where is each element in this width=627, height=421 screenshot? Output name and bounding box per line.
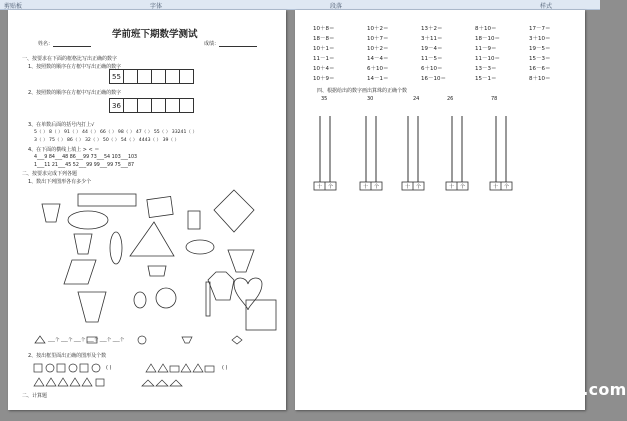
circle-shape (156, 288, 176, 308)
tens-label: 十 (317, 184, 323, 190)
arithmetic-problem: 8＋10＝ (529, 76, 551, 82)
section-2-q2: 2、按出框里面出正确的图形及个数 (28, 353, 107, 359)
q4-row-2: 1___11 21___45 52___99 99___99 75___87 (34, 163, 135, 168)
abacus-number: 30 (367, 96, 374, 102)
arithmetic-problem: 15－3＝ (529, 56, 551, 62)
document-page-2[interactable] (295, 10, 585, 410)
sequence-answer-a: ( ) (106, 365, 112, 371)
diamond-count-icon (232, 336, 242, 344)
score-label: 成绩： (204, 41, 220, 47)
shape-sequence-icons-row-2 (34, 376, 194, 388)
sequence-triangle-icon (46, 378, 56, 386)
sequence-half-triangle-icon (156, 380, 168, 386)
arithmetic-problem: 14－4＝ (367, 56, 389, 62)
arithmetic-problem: 8＋10＝ (475, 26, 497, 32)
sequence-half-triangle-icon (142, 380, 154, 386)
q2-start-cell: 36 (109, 98, 124, 113)
arithmetic-problem: 13－3＝ (475, 66, 497, 72)
arithmetic-problem: 11－1＝ (313, 56, 335, 62)
sequence-circle-icon (69, 364, 77, 372)
tens-label: 十 (493, 184, 499, 190)
section-2-heading: 二、按要求完成下列各题 (22, 171, 78, 177)
trapezoid-shape (42, 204, 60, 222)
sequence-answer-b: ( ) (222, 365, 228, 371)
oval-shape (68, 211, 108, 229)
arithmetic-problem: 19－4＝ (421, 46, 443, 52)
tens-label: 十 (405, 184, 411, 190)
abacus-3[interactable] (401, 110, 435, 200)
abacus-number: 26 (447, 96, 454, 102)
arithmetic-problem: 3＋11＝ (421, 36, 443, 42)
q3-text: 3、在单数后面的括号内打上√ (28, 122, 95, 128)
ribbon-group-styles[interactable]: 样式 (540, 3, 553, 10)
sequence-rectangle-icon (205, 366, 214, 372)
small-trapezoid-shape (74, 234, 92, 254)
small-rectangle-shape (188, 211, 200, 229)
abacus-1[interactable] (313, 110, 347, 200)
arithmetic-row (313, 34, 583, 42)
sequence-triangle-icon (146, 364, 156, 372)
arithmetic-problem: 6＋10＝ (367, 66, 389, 72)
tiny-trapezoid-shape (148, 266, 166, 276)
word-ribbon (0, 0, 600, 10)
abacus-number: 35 (321, 96, 328, 102)
page-1-footer: 二、计算题 (22, 393, 48, 399)
sequence-square-icon (80, 364, 88, 372)
sequence-square-icon (57, 364, 65, 372)
arithmetic-problem: 18－10＝ (475, 36, 500, 42)
document-page-1[interactable] (8, 10, 286, 410)
arithmetic-row (313, 74, 583, 82)
arithmetic-problem: 13＋2＝ (421, 26, 443, 32)
tall-oval-shape (110, 232, 122, 264)
arithmetic-problem: 10＋4＝ (313, 66, 335, 72)
flat-oval-shape (186, 240, 214, 254)
arithmetic-problem: 6＋10＝ (421, 66, 443, 72)
q4-row-1: 4___9 84___48 86___99 73___54 103___103 (34, 155, 138, 160)
arithmetic-problem: 17－7＝ (529, 26, 551, 32)
sequence-square-icon (34, 364, 42, 372)
abacus-heading: 四、根据给出的数字画出算珠的正确个数 (317, 88, 408, 94)
section-2-q1: 1、数出下列图形各有多少个 (28, 179, 92, 185)
arithmetic-problem: 10＋2＝ (367, 46, 389, 52)
arithmetic-problem: 10＋1＝ (313, 46, 335, 52)
triangle-count-icon (35, 336, 45, 343)
sequence-triangle-icon (70, 378, 80, 386)
sequence-square-icon (96, 379, 104, 386)
site-watermark: www.baby611.com (452, 380, 627, 399)
sequence-rectangle-icon (170, 366, 179, 372)
arithmetic-row (313, 24, 583, 32)
ones-label: 个 (416, 184, 422, 190)
sequence-triangle-icon (193, 364, 203, 372)
sequence-circle-icon (46, 364, 54, 372)
arithmetic-problem: 18－8＝ (313, 36, 335, 42)
triangle-shape (130, 222, 174, 256)
arithmetic-problem: 14－1＝ (367, 76, 389, 82)
tens-label: 十 (449, 184, 455, 190)
sequence-triangle-icon (58, 378, 68, 386)
ones-label: 个 (328, 184, 334, 190)
ribbon-group-font[interactable]: 字体 (150, 3, 163, 10)
arithmetic-problem: 11－5＝ (421, 56, 443, 62)
large-trapezoid-shape (78, 292, 106, 322)
abacus-4[interactable] (445, 110, 479, 200)
tens-label: 十 (363, 184, 369, 190)
sequence-half-triangle-icon (170, 380, 182, 386)
inverted-trapezoid-shape (228, 250, 254, 272)
hexagon-shape (208, 272, 234, 300)
abacus-2[interactable] (359, 110, 393, 200)
sequence-triangle-icon (82, 378, 92, 386)
trapezoid-count-icon (182, 337, 192, 343)
circle-count-icon (138, 336, 146, 344)
arithmetic-problem: 3＋10＝ (529, 36, 551, 42)
ones-label: 个 (504, 184, 510, 190)
sequence-triangle-icon (158, 364, 168, 372)
ones-label: 个 (374, 184, 380, 190)
count-answer-row: ___个 ___个 ___个 ___个 ___个 ___个 (48, 338, 125, 343)
parallelogram-shape (64, 260, 96, 284)
thin-bar-shape (206, 282, 210, 316)
ribbon-group-paragraph[interactable]: 段落 (330, 3, 343, 10)
shapes-drawing (8, 10, 286, 410)
arithmetic-problem: 10＋2＝ (367, 26, 389, 32)
arithmetic-problem: 16－10＝ (421, 76, 446, 82)
diamond-shape (214, 190, 254, 232)
ribbon-group-clipboard[interactable]: 剪贴板 (4, 3, 23, 10)
q1-text: 1、按照数的顺序在方框中写出正确的数字 (28, 64, 122, 70)
q1-start-cell: 55 (109, 69, 124, 84)
small-oval-shape (134, 292, 146, 308)
square-shape (147, 196, 173, 217)
abacus-number: 24 (413, 96, 420, 102)
heart-shape (234, 278, 262, 310)
q3-row-1: 5（ ） 8（ ） 91（ ） 44（ ） 66（ ） 98（ ） 47（ ） 55（ ） 33241（ ） (34, 130, 198, 135)
sequence-circle-icon (92, 364, 100, 372)
arithmetic-problem: 11－10＝ (475, 56, 500, 62)
arithmetic-problem: 19－5＝ (529, 46, 551, 52)
abacus-5[interactable] (489, 110, 523, 200)
arithmetic-problem: 16－6＝ (529, 66, 551, 72)
q2-text: 2、按照数的顺序在方框中写出正确的数字 (28, 90, 122, 96)
q4-text: 4、在下面的横线上填上 > < ＝ (28, 147, 100, 153)
q3-row-2: 3（ ） 75（ ） 86（ ） 32（ ） 50（ ） 54（ ） 4443（ ） 39（ ） (34, 138, 180, 143)
sequence-triangle-icon (181, 364, 191, 372)
arithmetic-row (313, 44, 583, 52)
sequence-triangle-icon (34, 378, 44, 386)
ones-label: 个 (460, 184, 466, 190)
abacus-number: 78 (491, 96, 498, 102)
arithmetic-problem: 11－9＝ (475, 46, 497, 52)
section-1-heading: 一、按要求在下面的框格比写出正确的数字 (22, 56, 118, 62)
arithmetic-problem: 10＋8＝ (313, 26, 335, 32)
arithmetic-problem: 10＋9＝ (313, 76, 335, 82)
arithmetic-row (313, 64, 583, 72)
arithmetic-problem: 15－1＝ (475, 76, 497, 82)
arithmetic-problem: 10＋7＝ (367, 36, 389, 42)
long-rectangle-shape (78, 194, 136, 206)
page-title: 学前班下期数学测试 (112, 29, 198, 40)
name-label: 姓名： (38, 41, 54, 47)
large-square-shape (246, 300, 276, 330)
arithmetic-row (313, 54, 583, 62)
shape-sequence-icons (34, 362, 294, 374)
